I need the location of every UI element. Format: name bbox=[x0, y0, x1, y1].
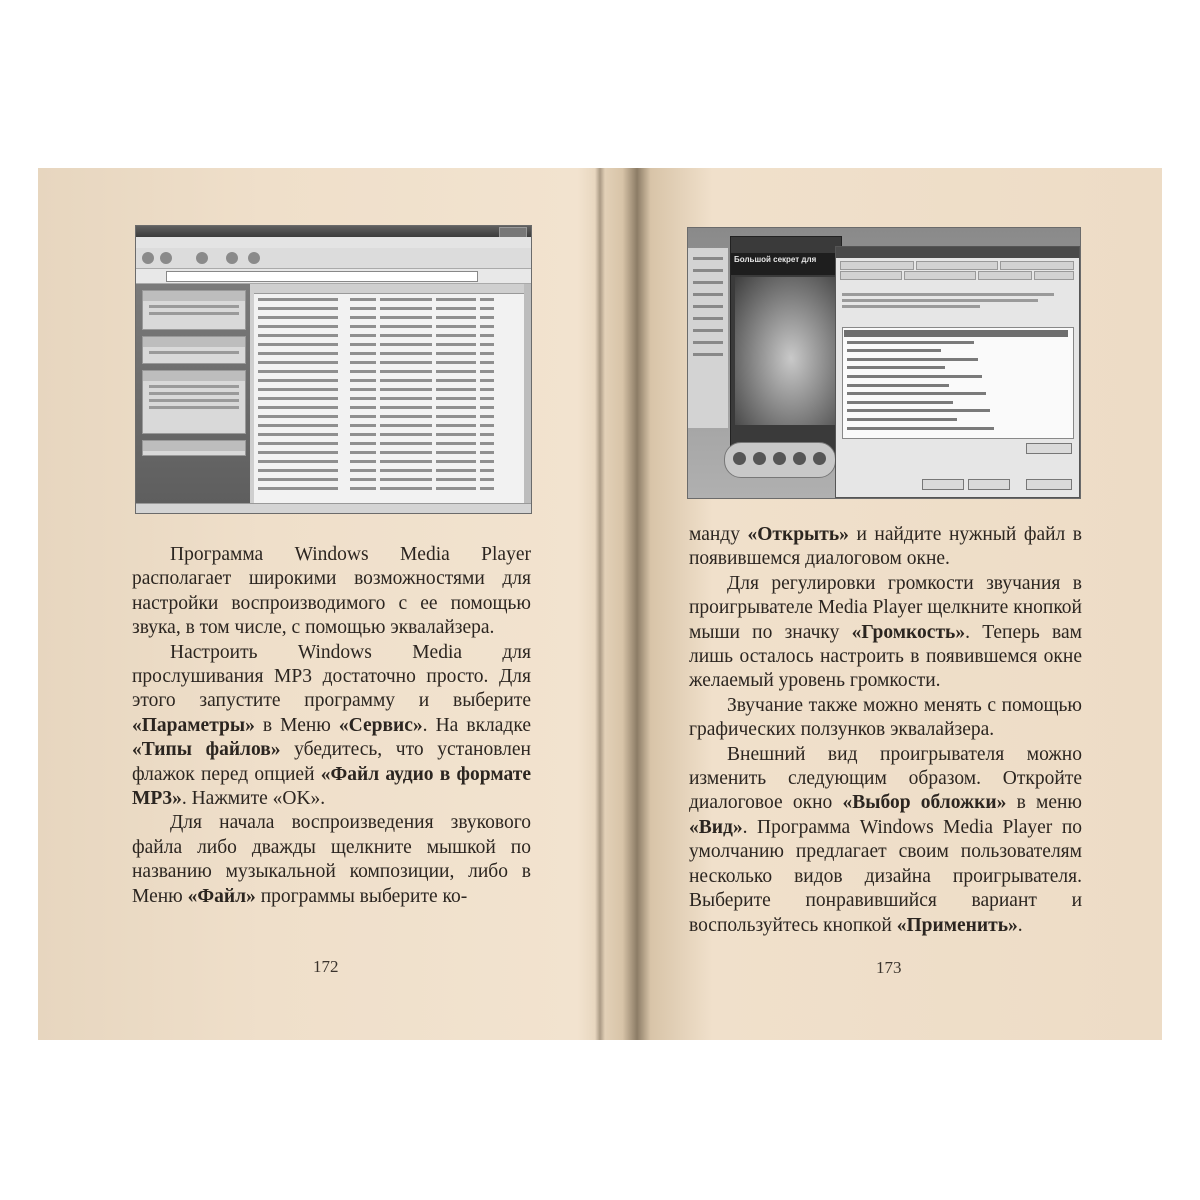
file-row-bar bbox=[380, 325, 432, 328]
file-row-bar bbox=[380, 406, 432, 409]
file-row-bar bbox=[350, 334, 376, 337]
file-type-row bbox=[847, 358, 978, 361]
file-row-bar bbox=[380, 298, 432, 301]
file-row-bar bbox=[350, 442, 376, 445]
text-run: манду bbox=[689, 524, 748, 545]
file-row-bar bbox=[436, 307, 476, 310]
file-type-row bbox=[847, 375, 982, 378]
file-row-bar bbox=[436, 415, 476, 418]
file-row-bar bbox=[436, 451, 476, 454]
file-row-bar bbox=[350, 361, 376, 364]
file-type-row bbox=[847, 349, 941, 352]
file-row-bar bbox=[380, 487, 432, 490]
file-row-bar bbox=[380, 478, 432, 481]
text-run: Для регулировки громкости звучания в проигрывателе Media Player щелкните кнопкой мыши по значку bbox=[689, 572, 1082, 643]
cancel-button bbox=[968, 479, 1010, 490]
dialog-title-bar bbox=[836, 247, 1079, 258]
file-row-bar bbox=[380, 442, 432, 445]
bold-term: «Файл аудио в формате MP3» bbox=[132, 763, 531, 810]
file-row-bar bbox=[480, 451, 494, 454]
selected-row bbox=[844, 330, 1068, 337]
file-row-bar bbox=[480, 442, 494, 445]
bold-term: «Файл» bbox=[187, 885, 256, 907]
file-row-bar bbox=[480, 325, 494, 328]
file-list bbox=[254, 284, 524, 504]
file-row-bar bbox=[380, 424, 432, 427]
file-row-bar bbox=[480, 352, 494, 355]
file-row-bar bbox=[436, 343, 476, 346]
file-row-bar bbox=[258, 469, 338, 472]
paragraph bbox=[132, 811, 531, 909]
bold-term: «Вид» bbox=[689, 816, 743, 838]
text-run: и найдите нужный файл в появившемся диалоговом окне. bbox=[689, 524, 1082, 570]
file-row-bar bbox=[480, 469, 494, 472]
file-row-bar bbox=[480, 343, 494, 346]
file-row-bar bbox=[436, 397, 476, 400]
file-row-bar bbox=[350, 352, 376, 355]
file-row-bar bbox=[436, 325, 476, 328]
file-type-row bbox=[847, 401, 953, 404]
ok-button bbox=[922, 479, 964, 490]
folders-icon bbox=[248, 252, 260, 264]
file-row-bar bbox=[436, 361, 476, 364]
up-icon bbox=[196, 252, 208, 264]
file-row-bar bbox=[258, 478, 338, 481]
file-row-bar bbox=[380, 379, 432, 382]
book-fold bbox=[595, 168, 605, 1040]
explorer-menu-bar bbox=[136, 237, 531, 248]
file-row-bar bbox=[480, 433, 494, 436]
file-row-bar bbox=[380, 307, 432, 310]
file-row-bar bbox=[436, 406, 476, 409]
bold-term: «Громкость» bbox=[851, 621, 966, 643]
file-row-bar bbox=[258, 352, 338, 355]
file-row-bar bbox=[258, 433, 338, 436]
text-run: программы выберите ко- bbox=[255, 885, 468, 907]
file-row-bar bbox=[480, 361, 494, 364]
left-page-text bbox=[132, 543, 531, 909]
text-run: Настроить Windows Media для прослушивания MP3 достаточно просто. Для этого запустите программу и выберите bbox=[132, 641, 531, 712]
bold-term: «Параметры» bbox=[132, 714, 255, 736]
file-row-bar bbox=[350, 424, 376, 427]
text-run: . На вкладке bbox=[422, 714, 531, 736]
file-row-bar bbox=[258, 334, 338, 337]
file-row-bar bbox=[350, 451, 376, 454]
explorer-title-bar bbox=[136, 226, 531, 237]
file-row-bar bbox=[350, 433, 376, 436]
file-row-bar bbox=[258, 316, 338, 319]
explorer-address-bar bbox=[136, 269, 531, 284]
file-row-bar bbox=[350, 298, 376, 301]
file-row-bar bbox=[436, 478, 476, 481]
text-run: . Нажмите «OK». bbox=[181, 788, 326, 810]
volume-icon bbox=[813, 452, 826, 465]
address-field bbox=[166, 271, 478, 282]
file-row-bar bbox=[480, 334, 494, 337]
file-row-bar bbox=[436, 487, 476, 490]
file-row-bar bbox=[350, 415, 376, 418]
file-type-row bbox=[847, 409, 990, 412]
task-panel bbox=[142, 370, 246, 434]
file-row-bar bbox=[436, 442, 476, 445]
bold-term: «Сервис» bbox=[338, 714, 423, 736]
next-icon bbox=[793, 452, 806, 465]
file-row-bar bbox=[380, 451, 432, 454]
file-row-bar bbox=[480, 316, 494, 319]
page-number-right: 173 bbox=[876, 958, 902, 977]
file-row-bar bbox=[258, 397, 338, 400]
media-player-screenshot bbox=[687, 227, 1081, 499]
text-run: Звучание также можно менять с помощью графических ползунков эквалайзера. bbox=[689, 694, 1082, 741]
file-row-bar bbox=[380, 316, 432, 319]
bold-term: «Применить» bbox=[896, 914, 1018, 936]
explorer-toolbar bbox=[136, 248, 531, 269]
dialog-description bbox=[842, 293, 1072, 307]
file-row-bar bbox=[480, 307, 494, 310]
file-row-bar bbox=[480, 487, 494, 490]
file-type-row bbox=[847, 418, 957, 421]
file-row-bar bbox=[436, 370, 476, 373]
file-type-row bbox=[847, 427, 994, 430]
explorer-task-pane bbox=[136, 284, 250, 504]
file-row-bar bbox=[480, 370, 494, 373]
file-row-bar bbox=[436, 460, 476, 463]
file-row-bar bbox=[258, 424, 338, 427]
paragraph bbox=[689, 572, 1082, 694]
task-panel bbox=[142, 290, 246, 330]
file-row-bar bbox=[436, 388, 476, 391]
player-visualization bbox=[735, 277, 837, 425]
file-row-bar bbox=[350, 469, 376, 472]
file-row-bar bbox=[436, 298, 476, 301]
text-run: в меню bbox=[1006, 792, 1082, 814]
file-row-bar bbox=[350, 478, 376, 481]
player-now-playing bbox=[730, 236, 842, 453]
bold-term: «Открыть» bbox=[747, 524, 849, 545]
file-row-bar bbox=[350, 388, 376, 391]
file-row-bar bbox=[258, 343, 338, 346]
search-icon bbox=[226, 252, 238, 264]
right-page-text bbox=[689, 523, 1082, 938]
file-row-bar bbox=[380, 361, 432, 364]
select-all-button bbox=[1026, 443, 1072, 454]
file-row-bar bbox=[436, 424, 476, 427]
file-row-bar bbox=[380, 388, 432, 391]
file-row-bar bbox=[350, 316, 376, 319]
file-type-row bbox=[847, 341, 974, 344]
help-button bbox=[1026, 479, 1072, 490]
file-row-bar bbox=[258, 325, 338, 328]
file-row-bar bbox=[258, 451, 338, 454]
text-run: в Меню bbox=[254, 714, 339, 736]
player-track-title: Большой секрет для bbox=[731, 253, 841, 275]
file-row-bar bbox=[258, 406, 338, 409]
previous-icon bbox=[773, 452, 786, 465]
file-row-bar bbox=[350, 343, 376, 346]
file-row-bar bbox=[380, 370, 432, 373]
page-number-left: 172 bbox=[313, 957, 339, 976]
paragraph bbox=[689, 743, 1082, 938]
file-row-bar bbox=[350, 370, 376, 373]
file-row-bar bbox=[380, 334, 432, 337]
status-bar bbox=[136, 503, 531, 513]
file-row-bar bbox=[258, 361, 338, 364]
file-row-bar bbox=[258, 370, 338, 373]
scrollbar bbox=[524, 284, 531, 504]
file-row-bar bbox=[258, 487, 338, 490]
file-row-bar bbox=[480, 478, 494, 481]
file-row-bar bbox=[480, 415, 494, 418]
text-run: . Теперь вам лишь осталось настроить в появившемся окне желаемый уровень громкости. bbox=[689, 621, 1082, 692]
file-row-bar bbox=[380, 415, 432, 418]
file-row-bar bbox=[480, 388, 494, 391]
file-row-bar bbox=[258, 307, 338, 310]
file-row-bar bbox=[350, 397, 376, 400]
player-controls bbox=[724, 442, 836, 478]
text-run: Внешний вид проигрывателя можно изменить следующим образом. Откройте диалоговое окно bbox=[689, 743, 1082, 814]
file-row-bar bbox=[350, 325, 376, 328]
text-run: Программа Windows Media Player располагает широкими возможностями для настройки воспроизводимого с ее помощью звука, в том числе, с помощью эквалайзера. bbox=[132, 544, 531, 639]
stop-icon bbox=[753, 452, 766, 465]
file-row-bar bbox=[480, 406, 494, 409]
file-list-header bbox=[254, 284, 524, 294]
task-panel bbox=[142, 440, 246, 456]
file-row-bar bbox=[436, 352, 476, 355]
file-row-bar bbox=[436, 316, 476, 319]
back-icon bbox=[142, 252, 154, 264]
file-type-row bbox=[847, 392, 986, 395]
file-row-bar bbox=[380, 343, 432, 346]
paragraph bbox=[689, 523, 1082, 572]
paragraph bbox=[689, 694, 1082, 743]
file-row-bar bbox=[380, 433, 432, 436]
paragraph bbox=[132, 641, 531, 812]
file-row-bar bbox=[380, 352, 432, 355]
file-row-bar bbox=[436, 433, 476, 436]
dialog-tabs bbox=[840, 261, 1075, 287]
bold-term: «Выбор обложки» bbox=[842, 792, 1007, 814]
file-row-bar bbox=[480, 424, 494, 427]
file-row-bar bbox=[258, 298, 338, 301]
text-run: . Программа Windows Media Player по умолчанию предлагает своим пользователям несколько видов дизайна проигрывателя. Выберите понравившийся вариант и воспользуйтесь кнопкой bbox=[689, 816, 1082, 936]
file-row-bar bbox=[350, 379, 376, 382]
file-row-bar bbox=[480, 379, 494, 382]
file-row-bar bbox=[436, 469, 476, 472]
file-row-bar bbox=[258, 415, 338, 418]
explorer-screenshot bbox=[135, 225, 532, 514]
file-row-bar bbox=[350, 460, 376, 463]
file-row-bar bbox=[350, 487, 376, 490]
file-type-row bbox=[847, 366, 945, 369]
task-panel bbox=[142, 336, 246, 364]
text-run: убедитесь, что установлен флажок перед опцией bbox=[132, 739, 531, 785]
file-row-bar bbox=[480, 460, 494, 463]
file-row-bar bbox=[350, 307, 376, 310]
bold-term: «Типы файлов» bbox=[132, 739, 281, 761]
text-run: . bbox=[1017, 914, 1023, 936]
forward-icon bbox=[160, 252, 172, 264]
paragraph bbox=[132, 543, 531, 641]
file-row-bar bbox=[380, 397, 432, 400]
file-row-bar bbox=[258, 460, 338, 463]
play-icon bbox=[733, 452, 746, 465]
file-row-bar bbox=[480, 298, 494, 301]
player-taskbar bbox=[688, 248, 728, 428]
file-row-bar bbox=[480, 397, 494, 400]
file-row-bar bbox=[436, 334, 476, 337]
file-type-row bbox=[847, 384, 949, 387]
file-row-bar bbox=[436, 379, 476, 382]
options-dialog bbox=[835, 246, 1080, 498]
file-types-list bbox=[842, 327, 1074, 439]
file-row-bar bbox=[380, 469, 432, 472]
file-row-bar bbox=[350, 406, 376, 409]
text-run: Для начала воспроизведения звукового файла либо дважды щелкните мышкой по названию музыкальной композиции, либо в Меню bbox=[132, 812, 531, 907]
file-row-bar bbox=[258, 379, 338, 382]
file-row-bar bbox=[258, 388, 338, 391]
file-row-bar bbox=[258, 442, 338, 445]
file-row-bar bbox=[380, 460, 432, 463]
